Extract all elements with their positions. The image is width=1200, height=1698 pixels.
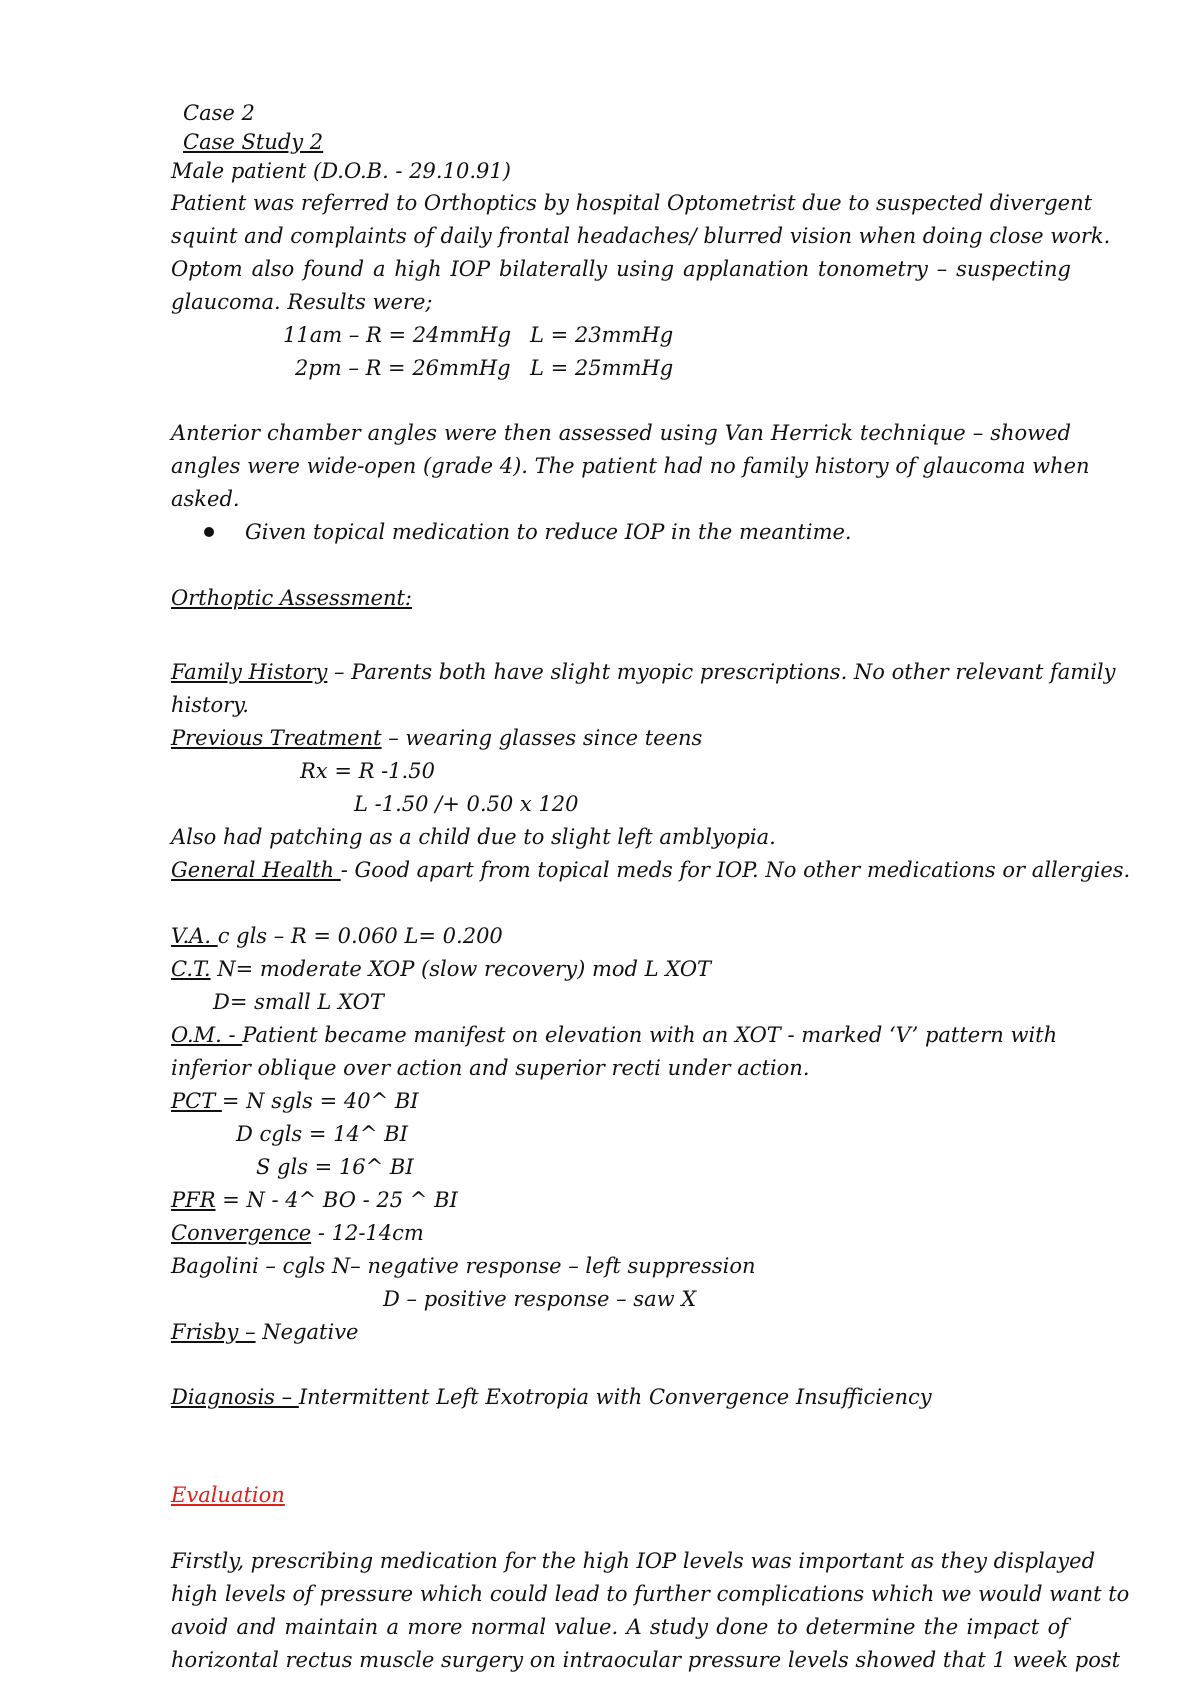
previous-treatment-label: Previous Treatment <box>171 726 382 750</box>
om-line <box>171 1022 1057 1048</box>
diagnosis-line <box>171 1384 932 1410</box>
va-text: c gls – R = 0.060 L= 0.200 <box>217 924 503 948</box>
evaluation-line: high levels of pressure which could lead to further complications which we would want to <box>171 1582 1130 1606</box>
family-history-line <box>171 659 1116 685</box>
pfr-label: PFR <box>171 1188 216 1212</box>
diagnosis-text: Intermittent Left Exotropia with Convergence Insufficiency <box>298 1385 932 1409</box>
case-study-title: Case Study 2 <box>183 130 324 154</box>
pct-s: S gls = 16^ BI <box>256 1155 414 1179</box>
angles-line: Anterior chamber angles were then assessed using Van Herrick technique – showed <box>171 421 1071 445</box>
convergence-label: Convergence <box>171 1221 312 1245</box>
evaluation-line: avoid and maintain a more normal value. A study done to determine the impact of <box>171 1615 1068 1639</box>
frisby-text: Negative <box>255 1320 359 1344</box>
angles-line: angles were wide-open (grade 4). The patient had no family history of glaucoma when <box>171 454 1090 478</box>
va-label: V.A. <box>171 924 218 948</box>
previous-treatment-text: – wearing glasses since teens <box>381 726 703 750</box>
ct-text: N= moderate XOP (slow recovery) mod L XOT <box>210 957 712 981</box>
convergence-line <box>171 1220 424 1246</box>
referral-line: Optom also found a high IOP bilaterally using applanation tonometry – suspecting <box>171 257 1071 281</box>
ct-distance: D= small L XOT <box>213 990 384 1014</box>
om-cont: inferior oblique over action and superior recti under action. <box>171 1056 810 1080</box>
assessment-heading: Orthoptic Assessment: <box>171 586 412 610</box>
family-history-text: – Parents both have slight myopic prescriptions. No other relevant family <box>327 660 1116 684</box>
va-line <box>171 923 503 949</box>
bagolini-near: Bagolini – cgls N– negative response – left suppression <box>171 1254 756 1278</box>
bullet-icon <box>204 527 214 537</box>
case-label: Case 2 <box>183 101 255 125</box>
frisby-line <box>171 1319 358 1345</box>
bullet-text: Given topical medication to reduce IOP in the meantime. <box>245 520 852 544</box>
previous-treatment-line <box>171 725 702 751</box>
bagolini-distance: D – positive response – saw X <box>383 1287 697 1311</box>
referral-line: squint and complaints of daily frontal headaches/ blurred vision when doing close work. <box>171 224 1111 248</box>
convergence-text: - 12-14cm <box>311 1221 424 1245</box>
om-text: Patient became manifest on elevation with an XOT - marked ‘V’ pattern with <box>242 1023 1058 1047</box>
iop-result-left: L = 25mmHg <box>530 356 674 380</box>
pct-line <box>171 1088 419 1114</box>
general-health-text: - Good apart from topical meds for IOP. No other medications or allergies. <box>340 858 1131 882</box>
referral-line: Patient was referred to Orthoptics by hospital Optometrist due to suspected divergent <box>171 191 1093 215</box>
pct-label: PCT <box>171 1089 222 1113</box>
ct-label: C.T. <box>171 957 211 981</box>
evaluation-line: Firstly, prescribing medication for the high IOP levels was important as they displayed <box>171 1549 1096 1573</box>
om-label: O.M. - <box>171 1023 243 1047</box>
general-health-label: General Health <box>171 858 341 882</box>
ct-line <box>171 956 711 982</box>
pct-distance: D cgls = 14^ BI <box>236 1122 408 1146</box>
iop-result-time: 2pm – R = 26mmHg <box>295 356 511 380</box>
referral-line: glaucoma. Results were; <box>171 290 433 314</box>
iop-result-time: 11am – R = 24mmHg <box>283 323 512 347</box>
rx-left: L -1.50 /+ 0.50 x 120 <box>354 792 579 816</box>
patching-line: Also had patching as a child due to slight left amblyopia. <box>171 825 776 849</box>
rx-right: Rx = R -1.50 <box>300 759 435 783</box>
evaluation-heading: Evaluation <box>171 1483 285 1507</box>
angles-line: asked. <box>171 487 240 511</box>
pct-text: = N sgls = 40^ BI <box>221 1089 419 1113</box>
frisby-label: Frisby – <box>171 1320 256 1344</box>
family-history-label: Family History <box>171 660 328 684</box>
general-health-line <box>171 857 1130 883</box>
iop-result-left: L = 23mmHg <box>530 323 674 347</box>
pfr-line <box>171 1187 458 1213</box>
diagnosis-label: Diagnosis – <box>171 1385 299 1409</box>
evaluation-line: horizontal rectus muscle surgery on intraocular pressure levels showed that 1 week post <box>171 1648 1121 1672</box>
patient-line: Male patient (D.O.B. - 29.10.91) <box>171 159 511 183</box>
family-history-cont: history. <box>171 693 249 717</box>
pfr-text: = N - 4^ BO - 25 ^ BI <box>215 1188 458 1212</box>
